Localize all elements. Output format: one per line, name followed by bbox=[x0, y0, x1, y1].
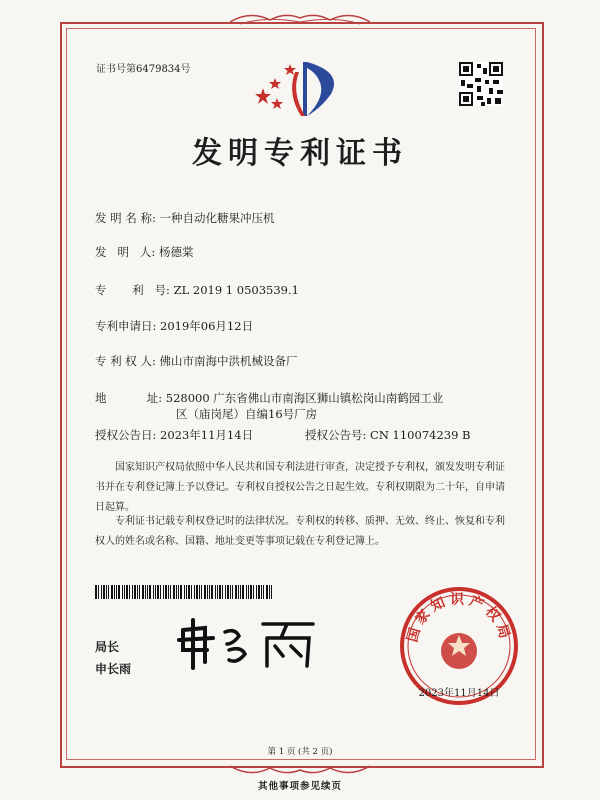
grant-number-label: 授权公告号: bbox=[305, 428, 367, 442]
page-indicator: 第 1 页 (共 2 页) bbox=[267, 747, 333, 757]
seal-date: 2023年11月14日 bbox=[418, 688, 500, 699]
footer-note: 其他事项参见续页 bbox=[257, 781, 342, 792]
grant-number-value: CN 110074239 B bbox=[370, 428, 471, 442]
grant-date-value: 2023年11月14日 bbox=[160, 428, 254, 442]
grant-date-row bbox=[95, 427, 253, 443]
address-label: 地 址: bbox=[95, 391, 163, 405]
qr-code bbox=[459, 62, 503, 106]
certificate-number: 证书号第6479834号 bbox=[96, 64, 191, 75]
patent-number-row bbox=[95, 282, 299, 298]
patentee-label: 专 利 权 人: bbox=[95, 354, 156, 368]
patentee-value: 佛山市南海中洪机械设备厂 bbox=[159, 354, 298, 368]
grant-number-row bbox=[305, 427, 471, 443]
seal-text: 国家知识产权局 bbox=[404, 591, 514, 644]
address-line2: 区（庙岗尾）自编16号厂房 bbox=[176, 407, 318, 421]
filing-date-row bbox=[95, 318, 253, 334]
inventor-value: 杨德棠 bbox=[158, 245, 194, 259]
inventor-row bbox=[95, 244, 193, 260]
certificate-title: 发明专利证书 bbox=[192, 136, 408, 171]
invention-name-value: 一种自动化糖果冲压机 bbox=[159, 211, 275, 225]
patentee-row bbox=[95, 353, 298, 369]
invention-name-label: 发 明 名 称: bbox=[95, 211, 156, 225]
patent-number-label: 专 利 号: bbox=[95, 283, 170, 297]
patent-number-value: ZL 2019 1 0503539.1 bbox=[173, 283, 299, 297]
bottom-ornament bbox=[230, 762, 370, 778]
signature bbox=[175, 610, 320, 670]
invention-name-row bbox=[95, 210, 275, 226]
address-line1: 528000 广东省佛山市南海区狮山镇松岗山南鹤园工业 bbox=[165, 391, 444, 405]
barcode bbox=[95, 585, 275, 599]
signatory-title: 局长 bbox=[95, 640, 120, 654]
inventor-label: 发 明 人: bbox=[95, 245, 156, 259]
signatory-name: 申长雨 bbox=[95, 662, 132, 676]
grant-date-label: 授权公告日: bbox=[95, 428, 157, 442]
grant-statement: 国家知识产权局依照中华人民共和国专利法进行审查，决定授予专利权，颁发发明专利证书并在专利登记簿上予以登记。专利权自授权公告之日起生效。专利权期限为二十年，自申请日起算。 bbox=[95, 462, 505, 513]
filing-date-value: 2019年06月12日 bbox=[160, 319, 254, 333]
address-row bbox=[95, 390, 443, 406]
top-ornament bbox=[230, 10, 370, 26]
filing-date-label: 专利申请日: bbox=[95, 319, 157, 333]
cnipa-logo bbox=[255, 58, 350, 120]
legal-status-statement: 专利证书记载专利权登记时的法律状况。专利权的转移、质押、无效、终止、恢复和专利权人的姓名或名称、国籍、地址变更等事项记载在专利登记簿上。 bbox=[95, 516, 505, 547]
